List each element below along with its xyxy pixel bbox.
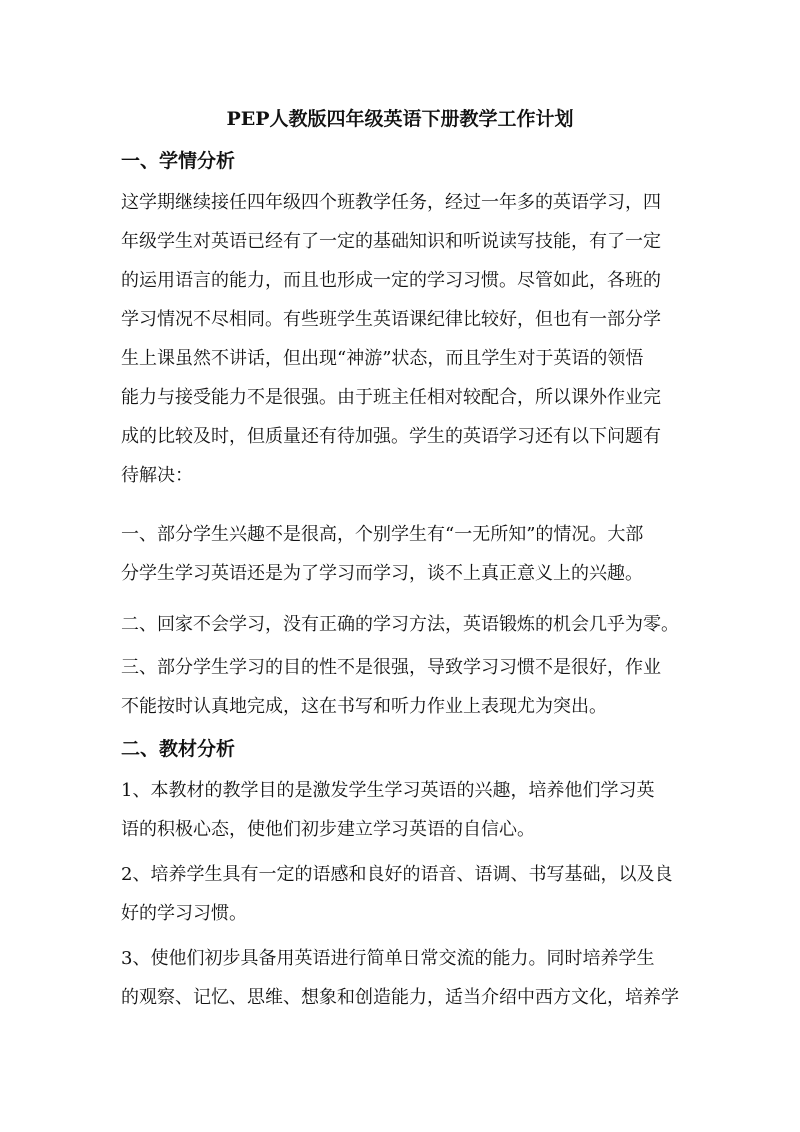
paragraph-line: 好的学习习惯。 xyxy=(121,903,247,924)
problem-item-line: 一、部分学生兴趣不是很高，个别学生有“一无所知”的情况。大部 xyxy=(121,524,644,545)
document-title: PEP人教版四年级英语下册教学工作计划 xyxy=(226,108,574,130)
problem-item-line: 二、回家不会学习，没有正确的学习方法，英语锻炼的机会几乎为零。 xyxy=(121,614,679,635)
section-heading-textbook-analysis: 二、教材分析 xyxy=(121,738,236,760)
paragraph-line: 的观察、记忆、思维、想象和创造能力，适当介绍中西方文化，培养学 xyxy=(121,987,679,1008)
paragraph-line: 待解决： xyxy=(121,465,193,486)
problem-item-line: 三、部分学生学习的目的性不是很强，导致学习习惯不是很好，作业 xyxy=(121,657,661,678)
problem-item-line: 不能按时认真地完成，这在书写和听力作业上表现尤为突出。 xyxy=(121,696,607,717)
paragraph-line: 1、本教材的教学目的是激发学生学习英语的兴趣，培养他们学习英 xyxy=(121,780,655,801)
paragraph-line: 语的积极心态，使他们初步建立学习英语的自信心。 xyxy=(121,819,535,840)
paragraph-line: 学习情况不尽相同。有些班学生英语课纪律比较好，但也有一部分学 xyxy=(121,309,661,330)
problem-item-line: 分学生学习英语还是为了学习而学习，谈不上真正意义上的兴趣。 xyxy=(121,563,643,584)
paragraph-line: 3、使他们初步具备用英语进行简单日常交流的能力。同时培养学生 xyxy=(121,948,655,969)
paragraph-line: 能力与接受能力不是很强。由于班主任相对较配合，所以课外作业完 xyxy=(121,387,661,408)
paragraph-line: 这学期继续接任四年级四个班教学任务，经过一年多的英语学习，四 xyxy=(121,192,661,213)
paragraph-line: 成的比较及时，但质量还有待加强。学生的英语学习还有以下问题有 xyxy=(121,426,661,447)
section-heading-student-analysis: 一、学情分析 xyxy=(121,150,236,172)
paragraph-line: 生上课虽然不讲话，但出现“神游”状态，而且学生对于英语的领悟 xyxy=(121,348,644,369)
paragraph-line: 年级学生对英语已经有了一定的基础知识和听说读写技能，有了一定 xyxy=(121,231,661,252)
paragraph-line: 2、培养学生具有一定的语感和良好的语音、语调、书写基础，以及良 xyxy=(121,864,673,885)
paragraph-line: 的运用语言的能力，而且也形成一定的学习习惯。尽管如此，各班的 xyxy=(121,270,661,291)
